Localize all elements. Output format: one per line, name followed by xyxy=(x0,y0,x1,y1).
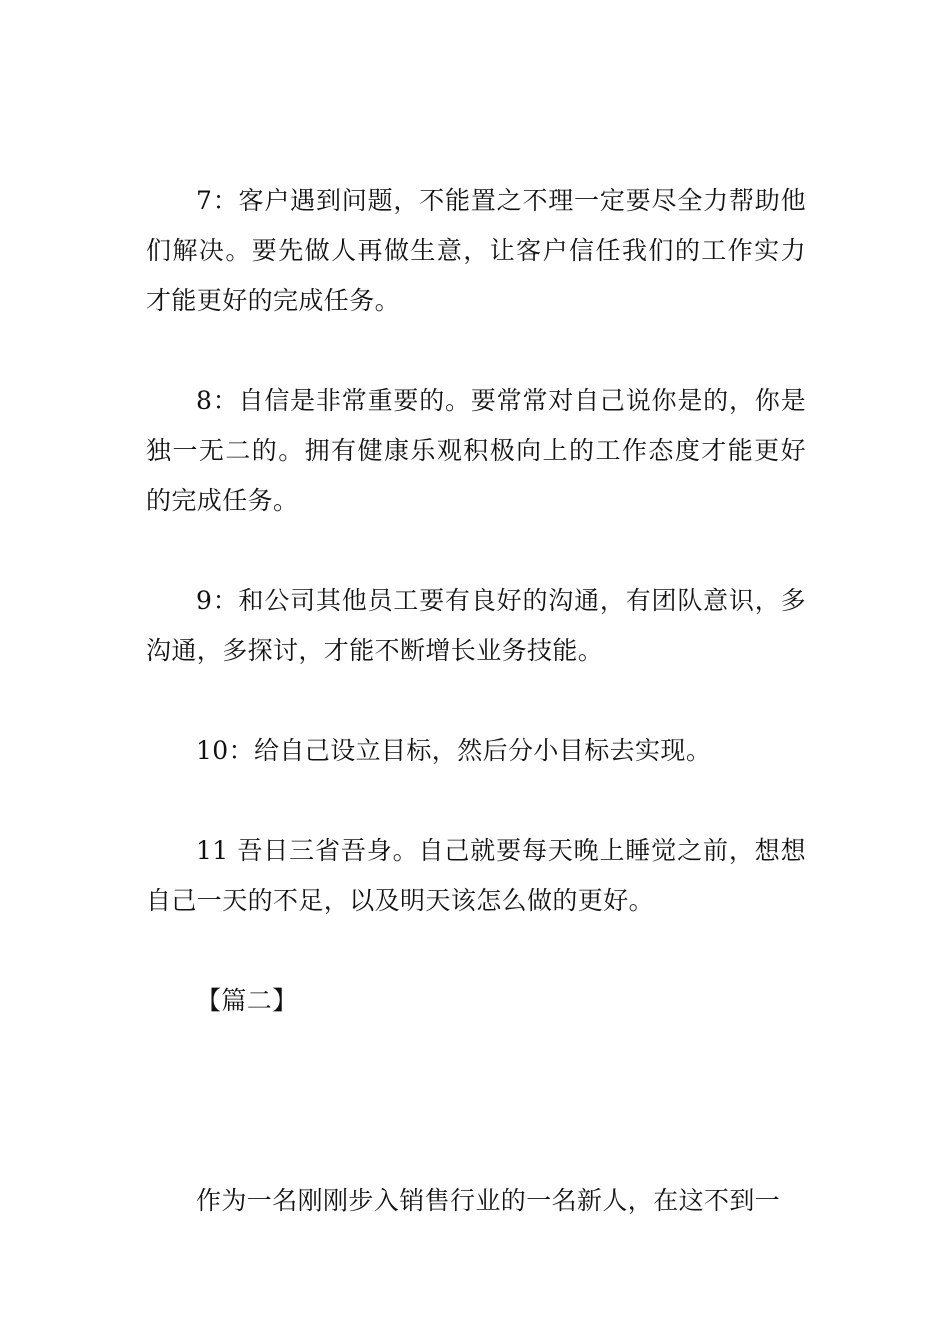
paragraph-item-8: 8：自信是非常重要的。要常常对自己说你是的，你是独一无二的。拥有健康乐观积极向上的工作态度才能更好的完成任务。 xyxy=(146,386,806,515)
paragraph-item-9: 9：和公司其他员工要有良好的沟通，有团队意识，多沟通，多探讨，才能不断增长业务技能。 xyxy=(146,586,806,665)
paragraph-item-7: 7：客户遇到问题，不能置之不理一定要尽全力帮助他们解决。要先做人再做生意，让客户信任我们的工作实力才能更好的完成任务。 xyxy=(146,186,806,315)
paragraph-intro: 作为一名刚刚步入销售行业的一名新人，在这不到一 xyxy=(196,1186,781,1215)
paragraph-item-10: 10：给自己设立目标，然后分小目标去实现。 xyxy=(196,736,712,765)
paragraph-item-11: 11 吾日三省吾身。自己就要每天晚上睡觉之前，想想自己一天的不足，以及明天该怎么做的更好。 xyxy=(146,836,806,915)
section-heading: 【篇二】 xyxy=(196,986,298,1015)
